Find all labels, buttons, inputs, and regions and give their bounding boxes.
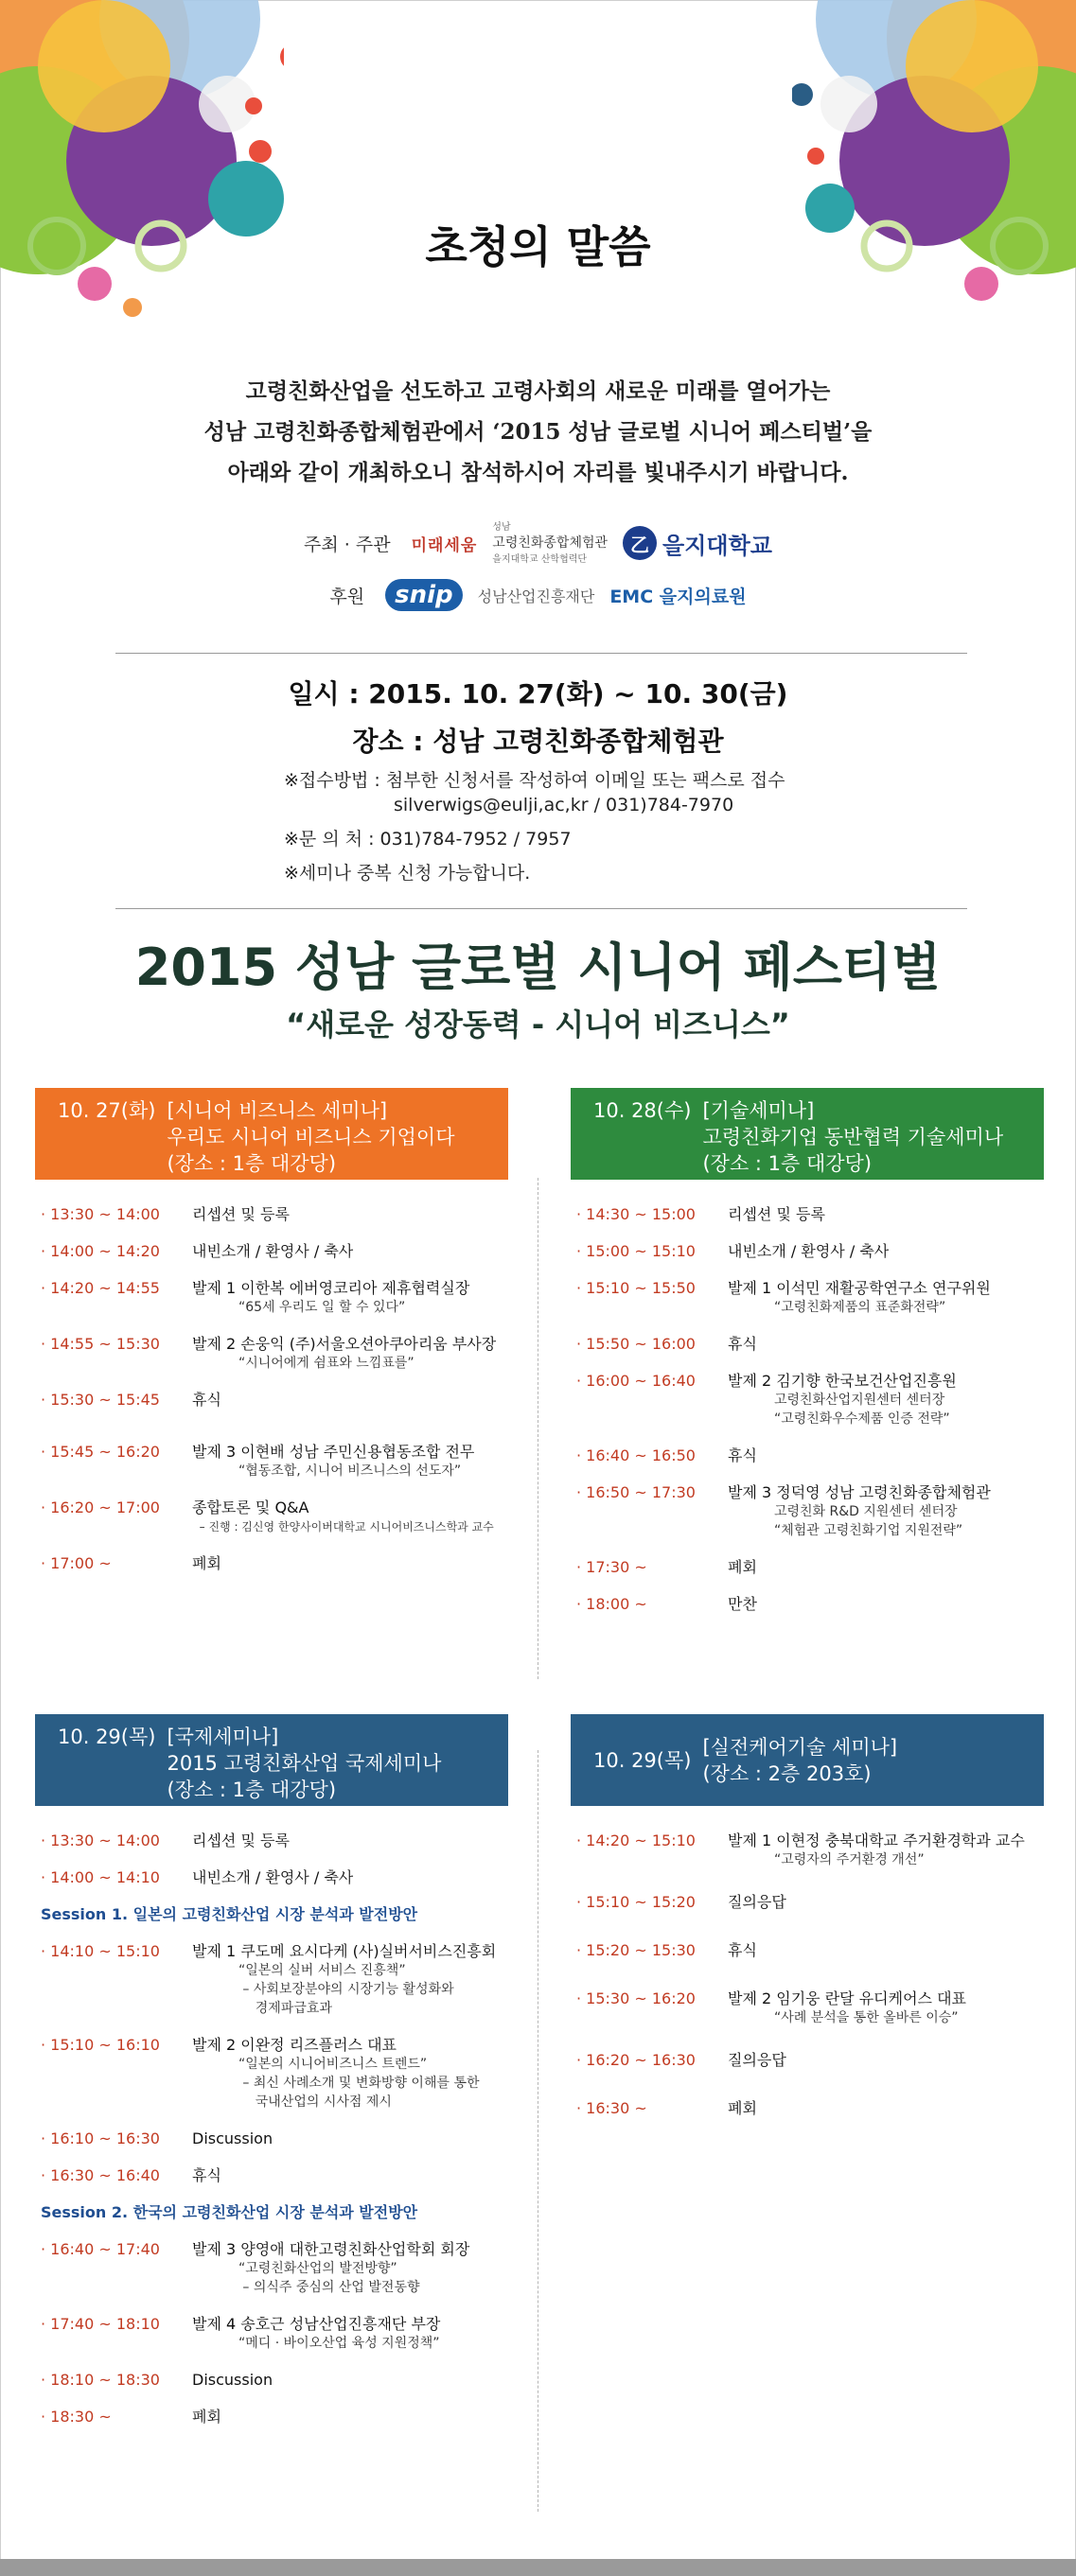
schedule-extra: “고령자의 주거환경 개선” (728, 1852, 925, 1867)
schedule-desc: 휴식 (192, 2166, 221, 2184)
schedule-item (571, 1371, 1044, 1428)
schedule-item (571, 1334, 1044, 1354)
schedule-desc: 휴식 (728, 1941, 757, 1959)
schedule-time: · 14:00 ~ 14:20 (41, 1242, 160, 1260)
schedule-desc: 리셉션 및 등록 (192, 1831, 290, 1849)
schedule-item (35, 1831, 508, 1850)
schedule-time: · 14:00 ~ 14:10 (41, 1868, 160, 1886)
schedule-desc: 질의응답 (728, 1893, 786, 1911)
schedule-time: · 16:30 ~ (576, 2099, 647, 2117)
schedule-item (35, 2129, 508, 2148)
schedule-desc: 발제 2 김기향 한국보건산업진흥원 고령친화산업지원센터 센터장 “고령친화우수제품 인증 전략” (728, 1371, 1044, 1428)
schedule-time: · 15:30 ~ 16:20 (576, 1989, 696, 2007)
sponsors-row (0, 579, 1076, 611)
schedule-desc: Discussion (192, 2371, 273, 2389)
sponsors-label: 후원 (329, 586, 365, 607)
schedule-time: · 15:00 ~ 15:10 (576, 1242, 696, 1260)
schedule-extra: “사례 분석을 통한 올바른 이승” (728, 2010, 959, 2025)
snip-name: 성남산업진흥재단 (477, 587, 595, 605)
bottom-bar (0, 2559, 1076, 2576)
schedule-item (571, 1989, 1044, 2027)
schedule-list (35, 1204, 508, 1573)
schedule-time: · 18:10 ~ 18:30 (41, 2371, 160, 2389)
festival-subtitle: “새로운 성장동력 - 시니어 비즈니스” (286, 1007, 790, 1043)
schedule-time: · 16:40 ~ 16:50 (576, 1446, 696, 1464)
schedule-extra: 고령친화산업지원센터 센터장 “고령친화우수제품 인증 전략” (773, 1393, 950, 1427)
schedule-item (35, 2035, 508, 2112)
schedule-extra: “메디 · 바이오산업 육성 지원정책” (192, 2336, 440, 2351)
schedule-extra: “일본의 실버 서비스 진흥책” – 사회보장분야의 시장기능 활성화와 경제파급효과 (238, 1963, 454, 2016)
seminar-block-1029-international (35, 1714, 508, 2427)
schedule-desc: 내빈소개 / 환영사 / 축사 (192, 1868, 354, 1886)
schedule-item (35, 2314, 508, 2353)
schedule-time: · 15:10 ~ 15:20 (576, 1893, 696, 1911)
schedule-time: · 18:30 ~ (41, 2408, 112, 2426)
schedule-desc: 내빈소개 / 환영사 / 축사 (728, 1242, 890, 1260)
schedule-item (571, 2050, 1044, 2070)
seminar-date: 10. 27(화) (58, 1099, 156, 1122)
schedule-time: · 16:00 ~ 16:40 (576, 1372, 696, 1390)
intro-line: 성남 고령친화종합체험관에서 ‘2015 성남 글로벌 시니어 페스티벌’을 (203, 419, 873, 445)
schedule-time: · 14:20 ~ 15:10 (576, 1831, 696, 1849)
schedule-desc: 내빈소개 / 환영사 / 축사 (192, 1242, 354, 1260)
schedule-item (35, 1553, 508, 1573)
schedule-desc: 휴식 (728, 1446, 757, 1464)
schedule-item (571, 2098, 1044, 2118)
schedule-item (571, 1278, 1044, 1317)
mirae-logo: 미래세움 (411, 535, 478, 555)
event-date: 일시 : 2015. 10. 27(화) ~ 10. 30(금) (288, 678, 788, 710)
schedule-item (35, 1941, 508, 2018)
schedule-time: · 15:10 ~ 16:10 (41, 2036, 160, 2054)
seminar-title: [국제세미나] 2015 고령친화산업 국제세미나 (장소 : 1층 대강당) (167, 1726, 442, 1801)
schedule-desc: 발제 2 손웅익 (주)서울오션아쿠아리움 부사장 “시니어에게 쉼표와 느낌표를” (192, 1334, 508, 1373)
schedule-desc: 발제 1 이석민 재활공학연구소 연구위원 “고령친화제품의 표준화전략” (728, 1278, 1044, 1317)
experience-center-logo (492, 518, 608, 568)
schedule-desc: 질의응답 (728, 2051, 786, 2069)
schedule-list (35, 1831, 508, 2427)
session-2-title: Session 2. 한국의 고령친화산업 시장 분석과 발전방안 (41, 2203, 418, 2221)
seminar-header (35, 1714, 508, 1806)
schedule-item (35, 1278, 508, 1317)
schedule-item (35, 1334, 508, 1373)
schedule-desc: 발제 1 이한복 에버영코리아 제휴협력실장 “65세 우리도 일 할 수 있다” (192, 1278, 508, 1317)
schedule-desc: 폐회 (728, 1558, 757, 1576)
schedule-desc: 만찬 (728, 1595, 757, 1613)
schedule-item (571, 1482, 1044, 1540)
schedule-time: · 18:00 ~ (576, 1595, 647, 1613)
schedule-time: · 16:40 ~ 17:40 (41, 2240, 160, 2258)
divider (115, 653, 967, 654)
event-notes (284, 768, 785, 885)
schedule-item (571, 1831, 1044, 1869)
schedule-extra: “65세 우리도 일 할 수 있다” (192, 1300, 406, 1315)
schedule-desc: 리셉션 및 등록 (192, 1205, 290, 1223)
schedule-extra: 고령친화 R&D 지원센터 센터장 “체험관 고령친화기업 지원전략” (773, 1504, 963, 1538)
schedule-time: · 13:30 ~ 14:00 (41, 1831, 160, 1849)
schedule-time: · 14:20 ~ 14:55 (41, 1279, 160, 1297)
schedule-time: · 15:45 ~ 16:20 (41, 1443, 160, 1461)
schedule-time: · 17:00 ~ (41, 1554, 112, 1572)
seminar-block-1028 (571, 1088, 1044, 1614)
schedule-item (35, 1204, 508, 1224)
schedule-extra: “협동조합, 시니어 비즈니스의 선도자” (192, 1463, 462, 1479)
eulji-name: 을지대학교 (662, 532, 772, 559)
seminar-date: 10. 29(목) (58, 1726, 156, 1748)
schedule-desc: 발제 3 정덕영 성남 고령친화종합체험관 고령친화 R&D 지원센터 센터장 “체험관 고령친화기업 지원전략” (728, 1482, 1044, 1540)
note-application: ※접수방법 : 첨부한 신청서를 작성하여 이메일 또는 팩스로 접수 (284, 770, 785, 791)
schedule-time: · 17:30 ~ (576, 1558, 647, 1576)
schedule-time: · 15:20 ~ 15:30 (576, 1941, 696, 1959)
schedule-extra: “일본의 시니어비즈니스 트렌드” – 최신 사례소개 및 변화방향 이해를 통한 국내산업의 시사점 제시 (238, 2057, 480, 2110)
schedule-time: · 16:50 ~ 17:30 (576, 1483, 696, 1501)
schedule-item (35, 1498, 508, 1536)
schedule-extra: “고령친화산업의 발전방향” – 의식주 중심의 산업 발전동향 (238, 2261, 420, 2295)
schedule-item (35, 2407, 508, 2427)
seminar-header (571, 1714, 1044, 1806)
schedule-item (35, 2370, 508, 2390)
eulji-seal-icon: 乙 (623, 526, 657, 560)
schedule-desc: 휴식 (192, 1391, 221, 1409)
schedule-desc: 발제 4 송호근 성남산업진흥재단 부장 “메디 · 바이오산업 육성 지원정책” (192, 2314, 508, 2353)
divider (115, 908, 967, 909)
schedule-time: · 15:30 ~ 15:45 (41, 1391, 160, 1409)
schedule-time: · 15:50 ~ 16:00 (576, 1335, 696, 1353)
schedule-extra: “시니어에게 쉼표와 느낌표를” (192, 1356, 415, 1371)
event-venue: 장소 : 성남 고령친화종합체험관 (352, 726, 724, 757)
schedule-desc: 발제 3 양영애 대한고령친화산업학회 회장 “고령친화산업의 발전방향” – 의식주 중심의 산업 발전동향 (192, 2239, 508, 2297)
schedule-item (571, 1204, 1044, 1224)
seminar-title: [시니어 비즈니스 세미나] 우리도 시니어 비즈니스 기업이다 (장소 : 1층 대강당) (167, 1099, 455, 1175)
schedule-desc: 폐회 (192, 1554, 221, 1572)
schedule-item (35, 1867, 508, 1887)
schedule-time: · 14:55 ~ 15:30 (41, 1335, 160, 1353)
seminar-date: 10. 29(목) (593, 1748, 692, 1772)
schedule-extra: “고령친화제품의 표준화전략” (728, 1300, 946, 1315)
center-small-label: 성남 (492, 522, 511, 533)
eulji-logo (623, 526, 772, 560)
emc-logo: EMC 을지의료원 (609, 586, 747, 607)
schedule-list (571, 1831, 1044, 2118)
intro-line: 아래와 같이 개최하오니 참석하시어 자리를 빛내주시기 바랍니다. (227, 460, 849, 485)
schedule-extra: – 진행 : 김신영 한양사이버대학교 시니어비즈니스학과 교수 (192, 1520, 494, 1533)
intro-line: 고령친화산업을 선도하고 고령사회의 새로운 미래를 열어가는 (245, 378, 831, 404)
session-1-title: Session 1. 일본의 고령친화산업 시장 분석과 발전방안 (41, 1905, 418, 1923)
schedule-time: · 15:10 ~ 15:50 (576, 1279, 696, 1297)
schedule-desc: 발제 2 임기웅 란달 유디케어스 대표 “사례 분석을 통한 올바른 이승” (728, 1989, 1044, 2027)
schedule-item (35, 1241, 508, 1261)
schedule-desc: 발제 2 이완정 리즈플러스 대표 “일본의 시니어비즈니스 트렌드” – 최신 사례소개 및 변화방향 이해를 통한 국내산업의 시사점 제시 (192, 2035, 508, 2112)
schedule-item (571, 1594, 1044, 1614)
schedule-list (571, 1204, 1044, 1614)
schedule-time: · 14:10 ~ 15:10 (41, 1942, 160, 1960)
schedule-desc: 휴식 (728, 1335, 757, 1353)
invitation-text (0, 371, 1076, 493)
organizers-row (0, 518, 1076, 568)
schedule-item (35, 2239, 508, 2297)
festival-title: 2015 성남 글로벌 시니어 페스티벌 (134, 938, 942, 997)
note-inquiry: ※문 의 처 : 031)784-7952 / 7957 (284, 829, 572, 850)
schedule-item (35, 1390, 508, 1410)
seminar-title: [실전케어기술 세미나] (장소 : 2층 203호) (702, 1735, 898, 1785)
schedule-desc: 발제 1 쿠도메 요시다케 (사)실버서비스진흥회 “일본의 실버 서비스 진흥책” – 사회보장분야의 시장기능 활성화와 경제파급효과 (192, 1941, 508, 2018)
schedule-time: · 14:30 ~ 15:00 (576, 1205, 696, 1223)
note-duplicate: ※세미나 중복 신청 가능합니다. (284, 863, 531, 884)
schedule-time: · 16:10 ~ 16:30 (41, 2129, 160, 2147)
schedule-time: · 17:40 ~ 18:10 (41, 2315, 160, 2333)
seminar-header (35, 1088, 508, 1180)
seminar-date: 10. 28(수) (593, 1099, 692, 1122)
schedule-time: · 16:30 ~ 16:40 (41, 2166, 160, 2184)
center-sub-label: 을지대학교 산학협력단 (492, 554, 588, 565)
schedule-item (571, 1446, 1044, 1465)
schedule-time: · 16:20 ~ 17:00 (41, 1498, 160, 1516)
schedule-desc: Discussion (192, 2129, 273, 2147)
schedule-item (571, 1241, 1044, 1261)
seminar-title: [기술세미나] 고령친화기업 동반협력 기술세미나 (장소 : 1층 대강당) (702, 1099, 1004, 1175)
schedule-item (571, 1557, 1044, 1577)
seminar-header (571, 1088, 1044, 1180)
schedule-desc: 종합토론 및 Q&A – 진행 : 김신영 한양사이버대학교 시니어비즈니스학과 교수 (192, 1498, 508, 1536)
schedule-time: · 13:30 ~ 14:00 (41, 1205, 160, 1223)
schedule-desc: 폐회 (728, 2099, 757, 2117)
note-contact-email: silverwigs@eulji,ac,kr / 031)784-7970 (394, 795, 734, 815)
schedule-desc: 리셉션 및 등록 (728, 1205, 825, 1223)
page-title: 초청의 말씀 (425, 221, 651, 272)
snip-logo: snip (385, 579, 463, 611)
seminar-block-1027 (35, 1088, 508, 1573)
center-name: 고령친화종합체험관 (492, 535, 609, 551)
organizers-label: 주최 · 주관 (304, 534, 391, 555)
schedule-item (571, 1940, 1044, 1960)
seminar-block-1029-care (571, 1714, 1044, 2118)
schedule-desc: 발제 3 이현배 성남 주민신용협동조합 전무 “협동조합, 시니어 비즈니스의 선도자” (192, 1442, 508, 1481)
schedule-item (35, 2165, 508, 2185)
schedule-desc: 발제 1 이현정 충북대학교 주거환경학과 교수 “고령자의 주거환경 개선” (728, 1831, 1044, 1869)
schedule-item (571, 1892, 1044, 1912)
schedule-desc: 폐회 (192, 2408, 221, 2426)
schedule-time: · 16:20 ~ 16:30 (576, 2051, 696, 2069)
schedule-item (35, 1442, 508, 1481)
